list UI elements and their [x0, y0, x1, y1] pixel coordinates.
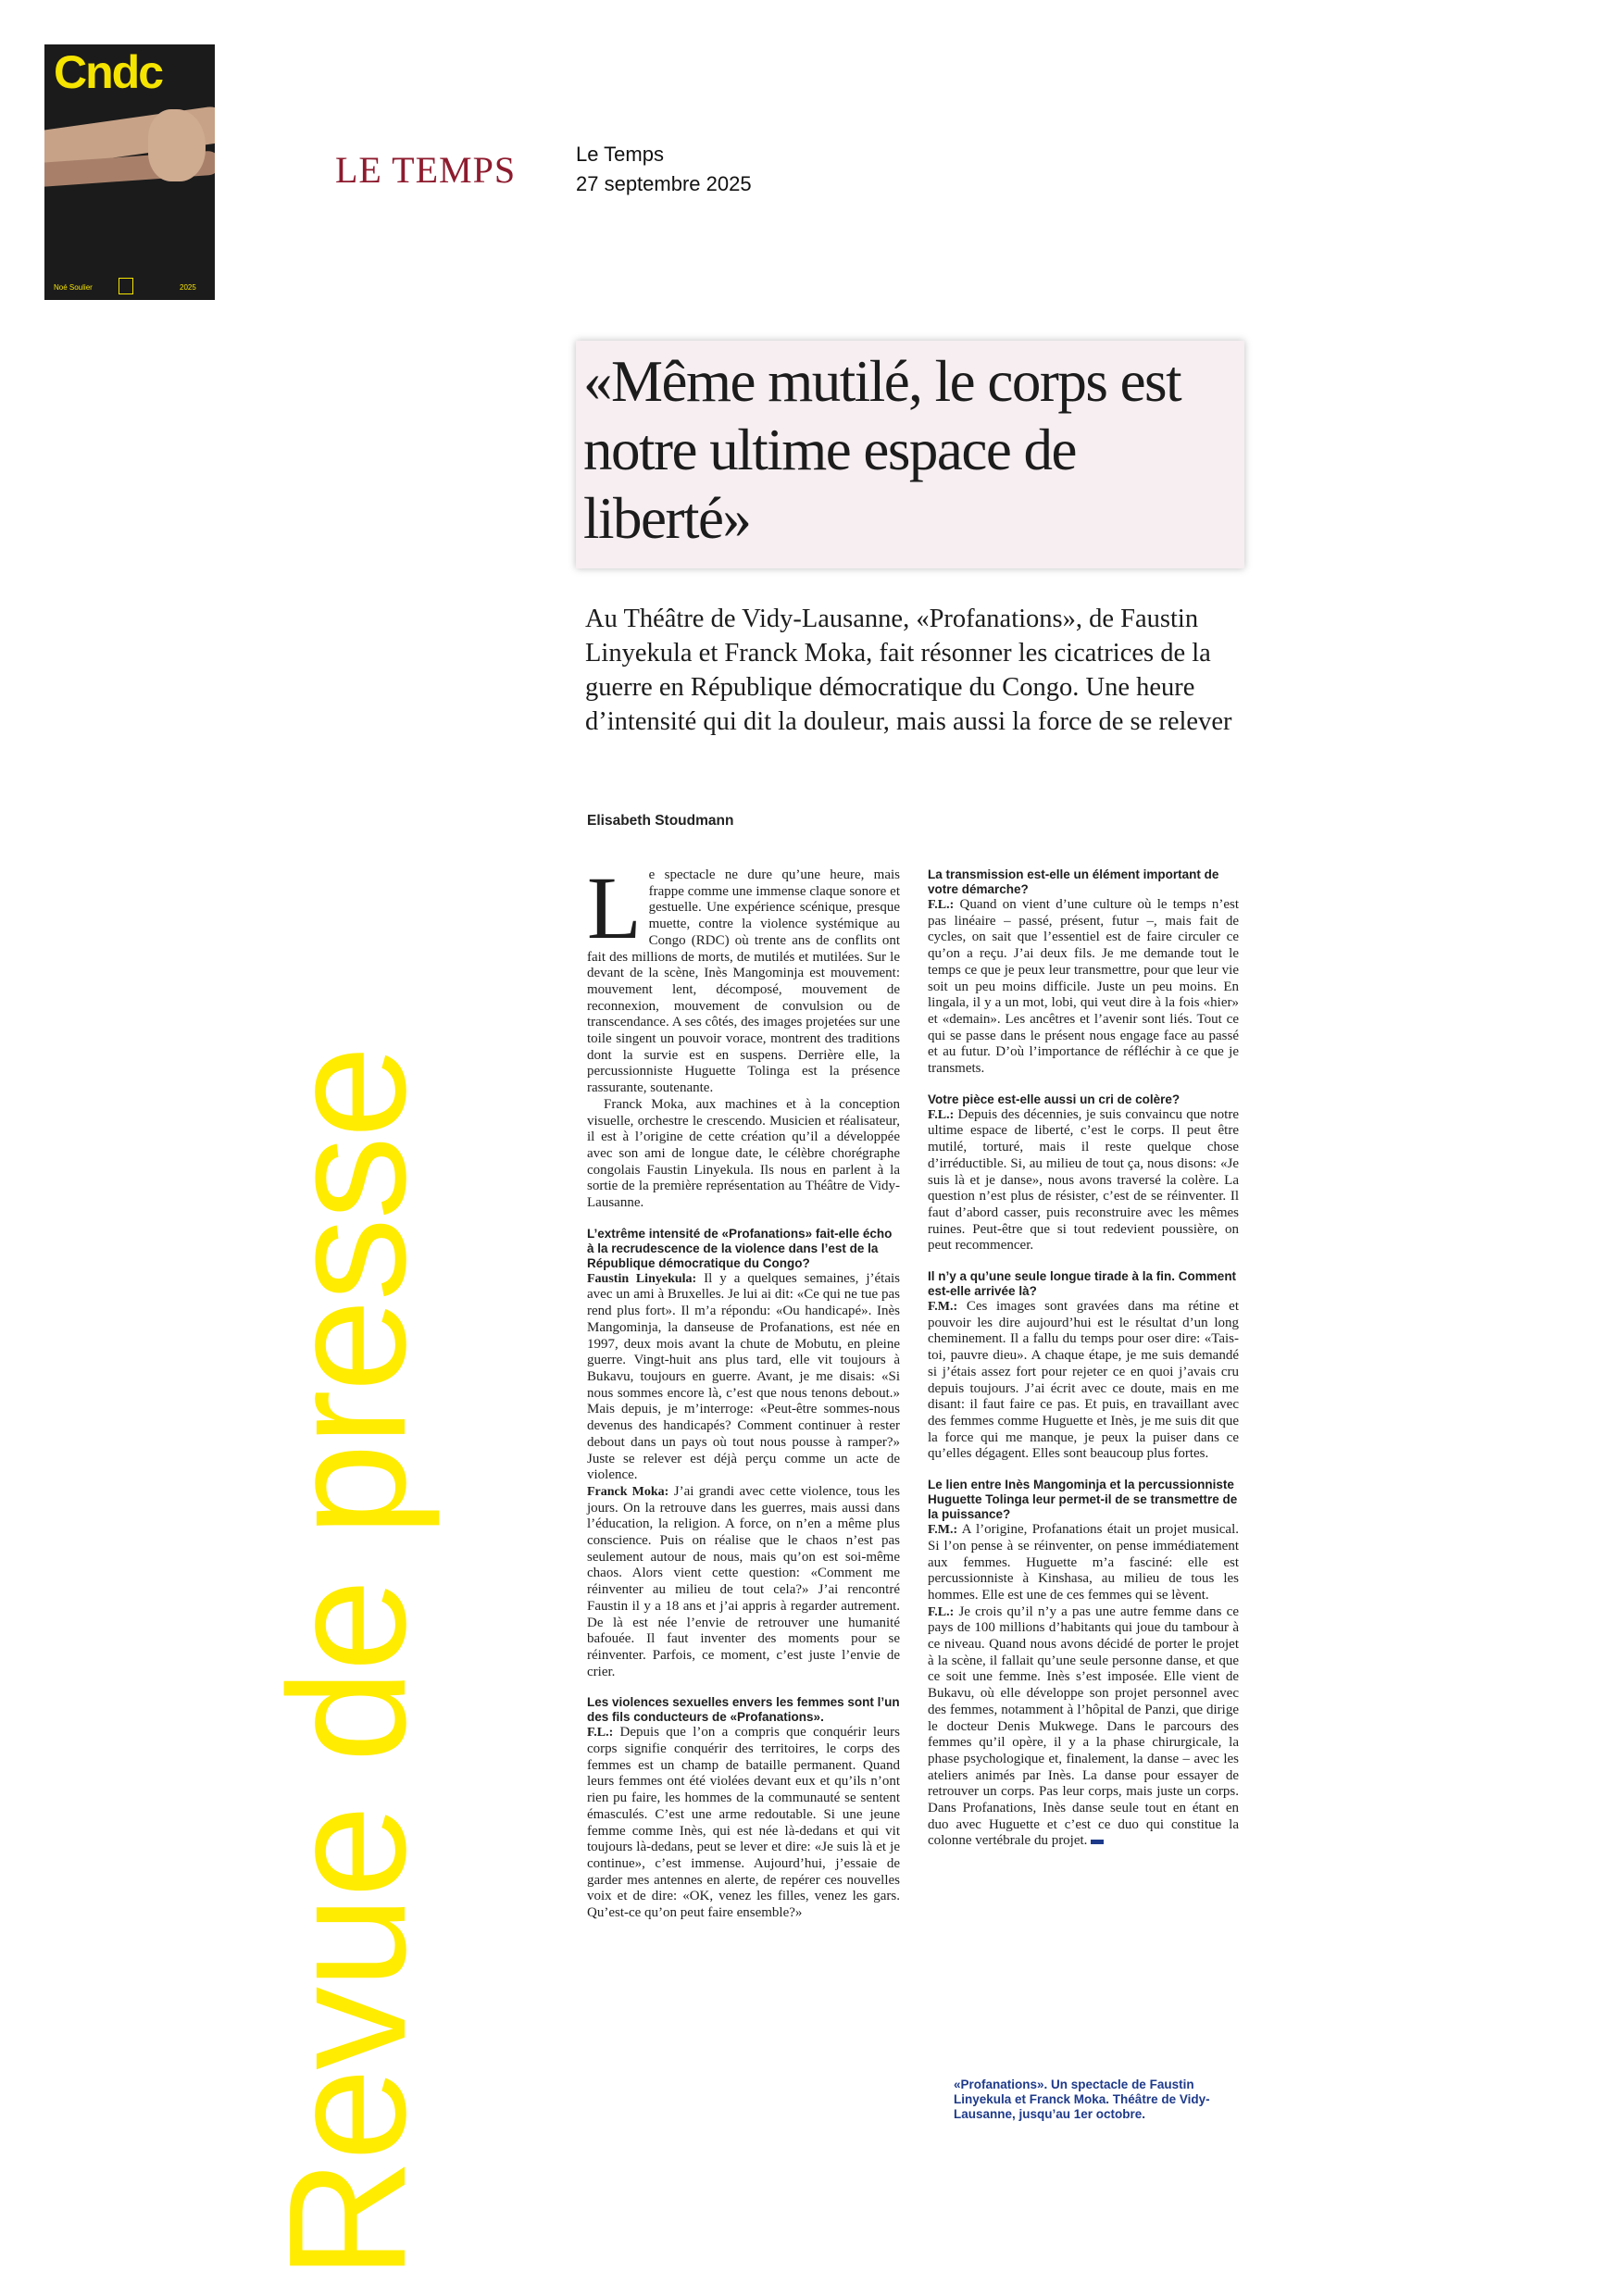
- intro-text: e spectacle ne dure qu’une heure, mais frappe comme une immense claque sonore et gestuelle. Une expérience scénique, presque muette, contre la violence systémique au Congo (RDC) où trente ans de conflits ont fait des millions de morts, de mutilés et mutilées. Sur le devant de la scène, Inès Mangominja est mouvement: mouvement lent, décomposé, mouvement de reconnexion, mouvement de convulsion ou de transcendance. A ses côtés, des images projetées sur une toile singent un pouvoir vorace, montrent des traditions dont la survie est en suspens. Derrière elle, la percussionniste Huguette Tolinga est la présence rassurante, soutenante.: [587, 867, 900, 1096]
- intro-paragraph: [587, 858, 900, 1097]
- revue-de-presse-label: Revue de presse: [255, 1047, 441, 2279]
- article-column-2: [928, 867, 1239, 1850]
- answer-text: Quand on vient d’une culture où le temps n’est pas linéaire – passé, présent, futur –, mais fait de cycles, on sait que l’essentiel est de faire circuler ce qu’on a reçu. J’ai deux fils. Je me demande tout le temps ce que je peux leur transmettre, pour que leur vie soit un peu moins difficile. Juste un peu moins. En lingala, il y a un mot, lobi, qui veut dire à la fois «hier» et «demain». Les ancêtres et l’avenir sont liés. Tout ce qui se passe dans le présent nous engage face au passé et au futur. D’où l’importance de réfléchir à ce que je transmets.: [928, 897, 1239, 1077]
- event-caption: «Profanations». Un spectacle de Faustin Linyekula et Franck Moka. Théâtre de Vidy-Lausanne, jusqu’au 1er octobre.: [954, 2078, 1210, 2121]
- question-6: Le lien entre Inès Mangominja et la percussionniste Huguette Tolinga leur permet-il de se transmettre de la puissance?: [928, 1478, 1238, 1522]
- source-date: 27 septembre 2025: [576, 172, 752, 195]
- article-column-1: [587, 858, 901, 1922]
- source-name: Le Temps: [576, 143, 664, 166]
- cover-photo-hand: [148, 109, 206, 181]
- speaker-label: Franck Moka:: [587, 1484, 669, 1499]
- speaker-label: F.M.:: [928, 1300, 958, 1315]
- speaker-label: F.L.:: [928, 1604, 955, 1619]
- answer-1: [587, 1271, 900, 1484]
- intro-paragraph-2: Franck Moka, aux machines et à la conception visuelle, orchestre le crescendo. Musicien et réalisateur, il est à l’origine de cette création qu’il a développée avec son ami de longue date, le célèbre chorégraphe congolais Faustin Linyekula. Ils nous en parlent à la sortie de la première représentation au Théâtre de Vidy-Lausanne.: [587, 1096, 900, 1211]
- question-2: Les violences sexuelles envers les femmes sont l’un des fils conducteurs de «Profanations».: [587, 1695, 900, 1725]
- answer-4: [928, 1107, 1239, 1254]
- le-temps-logo: LE TEMPS: [335, 149, 517, 191]
- cover-emblem-icon: [119, 278, 133, 294]
- end-of-article-icon: [1091, 1840, 1104, 1844]
- answer-1b: [587, 1484, 900, 1680]
- speaker-label: F.L.:: [928, 898, 955, 912]
- cndc-logo: Cndc: [54, 46, 162, 98]
- article-title: «Même mutilé, le corps est notre ultime espace de liberté»: [583, 349, 1181, 551]
- answer-text: Je crois qu’il n’y a pas une autre femme dans ce pays de 100 millions d’habitants qui joue du tambour à ce niveau. Quand nous avons décidé de porter le projet à la scène, il fallait qu’une seule personne danse, et que ce soit une femme. Inès s’est imposée. Elle vient de Bukavu, où elle développe son projet personnel avec des femmes, notamment à l’hôpital de Panzi, que dirige le docteur Denis Mukwege. Dans le parcours des femmes qu’il opère, il y a la phase chirurgicale, la phase psychologique et, finalement, la danse – avec les ateliers animés par Inès. La danse pour essayer de retrouver un corps. Pas leur corps, mais juste un corps. Dans Profanations, Inès danse seule tout en étant en duo avec Huguette et c’est ce duo qui constitue la colonne vertébrale du projet.: [928, 1603, 1239, 1849]
- article-author: Elisabeth Stoudmann: [587, 813, 734, 829]
- cover-artist-name: Noé Soulier: [54, 283, 93, 292]
- speaker-label: F.L.:: [928, 1107, 955, 1122]
- answer-text: Depuis que l’on a compris que conquérir leurs corps signifie conquérir des territoires, le corps des femmes est un champ de bataille permanent. Quand leurs femmes ont été violées devant eux et qu’ils n’ont rien pu faire, les hommes de la communauté se sentent émasculés. C’est une arme redoutable. Si une jeune femme comme Inès, qui est née là-dedans et qui vit toujours là-dedans, peut se lever et dire: «Je suis là et je continue», c’est immense. Aujourd’hui, j’essaie de garder mes antennes en alerte, de repérer ces nouvelles voix et de dire: «OK, venez les filles, venez les gars. Qu’est-ce qu’on peut faire ensemble?»: [587, 1725, 900, 1921]
- speaker-label: F.M.:: [928, 1523, 958, 1538]
- cover-date: 2025: [180, 283, 196, 292]
- answer-text: Depuis des décennies, je suis convaincu que notre ultime espace de liberté, c’est le corps. Il peut être mutilé, torturé, mais il reste quelque chose d’irréductible. Si, au milieu de tout ça, nous disons: «Je suis là et je danse», nous avons traversé la colère. La question n’est plus de résister, c’est de se réinventer. Il faut d’abord casser, puis reconstruire avec les mêmes ruines. Peut-être que si tout redevient poussière, on peut recommencer.: [928, 1106, 1239, 1254]
- article-lead: Au Théâtre de Vidy-Lausanne, «Profanations», de Faustin Linyekula et Franck Moka, fait résonner les cicatrices de la guerre en République démocratique du Congo. Une heure d’intensité qui dit la douleur, mais aussi la force de se relever: [585, 605, 1232, 736]
- answer-6: [928, 1522, 1239, 1604]
- question-3: La transmission est-elle un élément important de votre démarche?: [928, 867, 1219, 896]
- answer-text: Il y a quelques semaines, j’étais avec un ami à Bruxelles. Je lui ai dit: «Ce qui ne tue pas rend plus fort». Il m’a répondu: «Ou handicapé». Inès Mangominja, la danseuse de Profanations, est née en 1997, deux mois avant la chute de Mobutu, en pleine guerre. Vingt-huit ans plus tard, elle vit toujours à Bukavu, toujours en guerre. Avant, je me disais: «Si nous sommes encore là, c’est que nous tenons debout.» Mais depuis, je m’interroge: «Peut-être sommes-nous devenus des handicapés? Comment continuer à rester debout dans un pays où tout nous pousse à ramper?» Juste se relever est déjà perçu comme un acte de violence.: [587, 1270, 901, 1483]
- question-1: L’extrême intensité de «Profanations» fait-elle écho à la recrudescence de la violence dans l’est de la République démocratique du Congo?: [587, 1226, 893, 1270]
- drop-cap: L: [587, 858, 642, 957]
- answer-6b: [928, 1604, 1239, 1851]
- answer-3: [928, 897, 1239, 1078]
- answer-5: [928, 1299, 1239, 1463]
- answer-text: A l’origine, Profanations était un projet musical. Si l’on pense à se réinventer, on pense immédiatement aux femmes. Huguette m’a fasciné: elle est percussionniste à Kinshasa, au milieu de tous les hommes. Elle est une de ces femmes qui se lèvent.: [928, 1522, 1239, 1603]
- question-4: Votre pièce est-elle aussi un cri de colère?: [928, 1092, 1181, 1106]
- answer-text: Ces images sont gravées dans ma rétine et pouvoir les dire aujourd’hui est le résultat d’un long cheminement. Il a fallu du temps pour oser dire: «Tais-toi, pauvre dieu». A chaque étape, je me suis demandé si j’étais assez fort pour rejeter ce en quoi j’avais cru depuis toujours. J’ai écrit avec ce doute, mais en me disant: il faut faire ce pas. Et puis, en travaillant avec des femmes comme Huguette et Inès, je me suis dit que la force qui me manque, je peux la puiser dans ce qu’elles dégagent. Elles sont beaucoup plus fortes.: [928, 1299, 1239, 1462]
- question-5: Il n’y a qu’une seule longue tirade à la fin. Comment est-elle arrivée là?: [928, 1269, 1237, 1299]
- answer-2: [587, 1725, 900, 1921]
- speaker-label: F.L.:: [587, 1726, 614, 1741]
- answer-text: J’ai grandi avec cette violence, tous les jours. On la retrouve dans les guerres, mais aussi dans l’éducation, la religion. A force, on n’en a même plus conscience. Puis on réalise que le chaos n’est pas seulement autour de nous, mais qu’on est soi-même chaos. Alors vient cette question: «Comment me réinventer au milieu de tout cela?» J’ai rencontré Faustin il y a 18 ans et j’ai appris à regarder autrement. De là est née l’envie de retrouver une humanité bafouée. Il faut inventer des moments pour se réinventer. Parfois, ce moment, c’est juste l’envie de crier.: [587, 1483, 900, 1679]
- cndc-cover-thumbnail: [44, 44, 215, 300]
- speaker-label: Faustin Linyekula:: [587, 1271, 697, 1286]
